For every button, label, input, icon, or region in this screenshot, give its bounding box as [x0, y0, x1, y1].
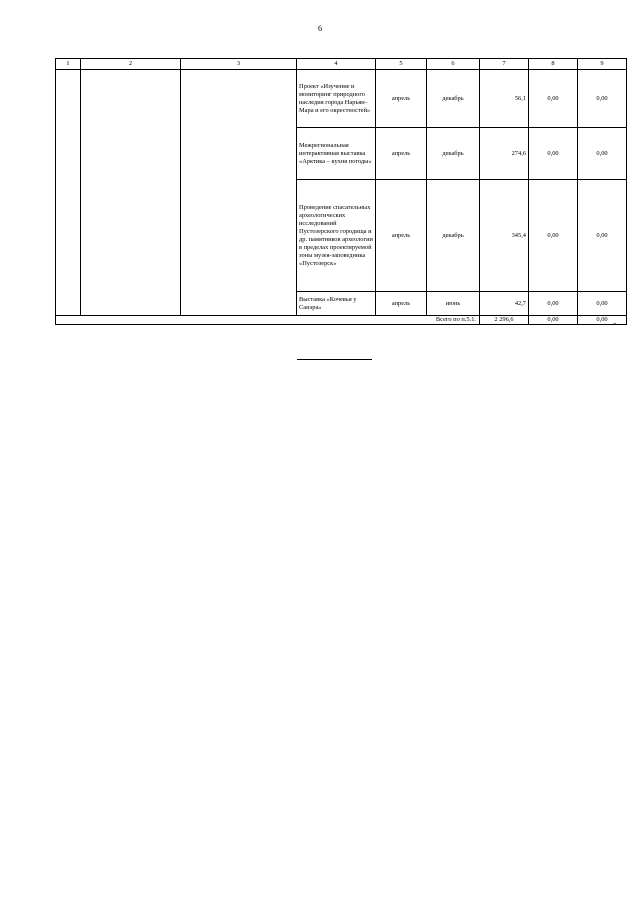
- page-number: 6: [318, 24, 322, 33]
- end-month: декабрь: [427, 128, 480, 180]
- amount-col-7: 42,7: [480, 292, 529, 316]
- program-table: [55, 58, 627, 325]
- closing-quote-mark: ».: [613, 320, 618, 327]
- total-col-8: 0,00: [529, 316, 578, 325]
- amount-col-8: 0,00: [529, 70, 578, 128]
- col-header-3: 3: [181, 59, 297, 70]
- total-row: [56, 316, 627, 325]
- amount-col-9: 0,00: [578, 128, 627, 180]
- col-header-7: 7: [480, 59, 529, 70]
- amount-col-8: 0,00: [529, 128, 578, 180]
- activity-description: Межрегиональная интерактивная выставка «Арктика – кухня погоды»: [297, 128, 376, 180]
- activity-description: Проект «Изучение и мониторинг природного наследия города Нарьян-Мара и его окрестностей»: [297, 70, 376, 128]
- amount-col-7: 345,4: [480, 180, 529, 292]
- col-header-8: 8: [529, 59, 578, 70]
- total-col-7: 2 296,6: [480, 316, 529, 325]
- col-header-9: 9: [578, 59, 627, 70]
- col-header-5: 5: [376, 59, 427, 70]
- amount-col-9: 0,00: [578, 180, 627, 292]
- start-month: апрель: [376, 70, 427, 128]
- start-month: апрель: [376, 128, 427, 180]
- total-label: Всего по п.5.1.: [56, 316, 480, 325]
- amount-col-8: 0,00: [529, 292, 578, 316]
- activity-description: Проведение спасательных археологических исследований Пустозерского городища и др. памятников археологии в пределах проектируемой зоны музея-заповедника «Пустозерск»: [297, 180, 376, 292]
- end-month: декабрь: [427, 180, 480, 292]
- merged-cell-col-2: [81, 70, 181, 316]
- col-header-6: 6: [427, 59, 480, 70]
- start-month: апрель: [376, 180, 427, 292]
- amount-col-9: 0,00: [578, 70, 627, 128]
- end-month: декабрь: [427, 70, 480, 128]
- amount-col-8: 0,00: [529, 180, 578, 292]
- column-number-row: [56, 59, 627, 70]
- end-month: июнь: [427, 292, 480, 316]
- amount-col-7: 56,1: [480, 70, 529, 128]
- start-month: апрель: [376, 292, 427, 316]
- amount-col-7: 274,6: [480, 128, 529, 180]
- col-header-4: 4: [297, 59, 376, 70]
- activity-description: Выставка «Кочевья у Санэра»: [297, 292, 376, 316]
- col-header-1: 1: [56, 59, 81, 70]
- closing-horizontal-rule: [297, 359, 372, 360]
- table-row: [56, 70, 627, 128]
- merged-cell-col-1: [56, 70, 81, 316]
- total-col-9: 0,00: [578, 316, 627, 325]
- amount-col-9: 0,00: [578, 292, 627, 316]
- col-header-2: 2: [81, 59, 181, 70]
- merged-cell-col-3: [181, 70, 297, 316]
